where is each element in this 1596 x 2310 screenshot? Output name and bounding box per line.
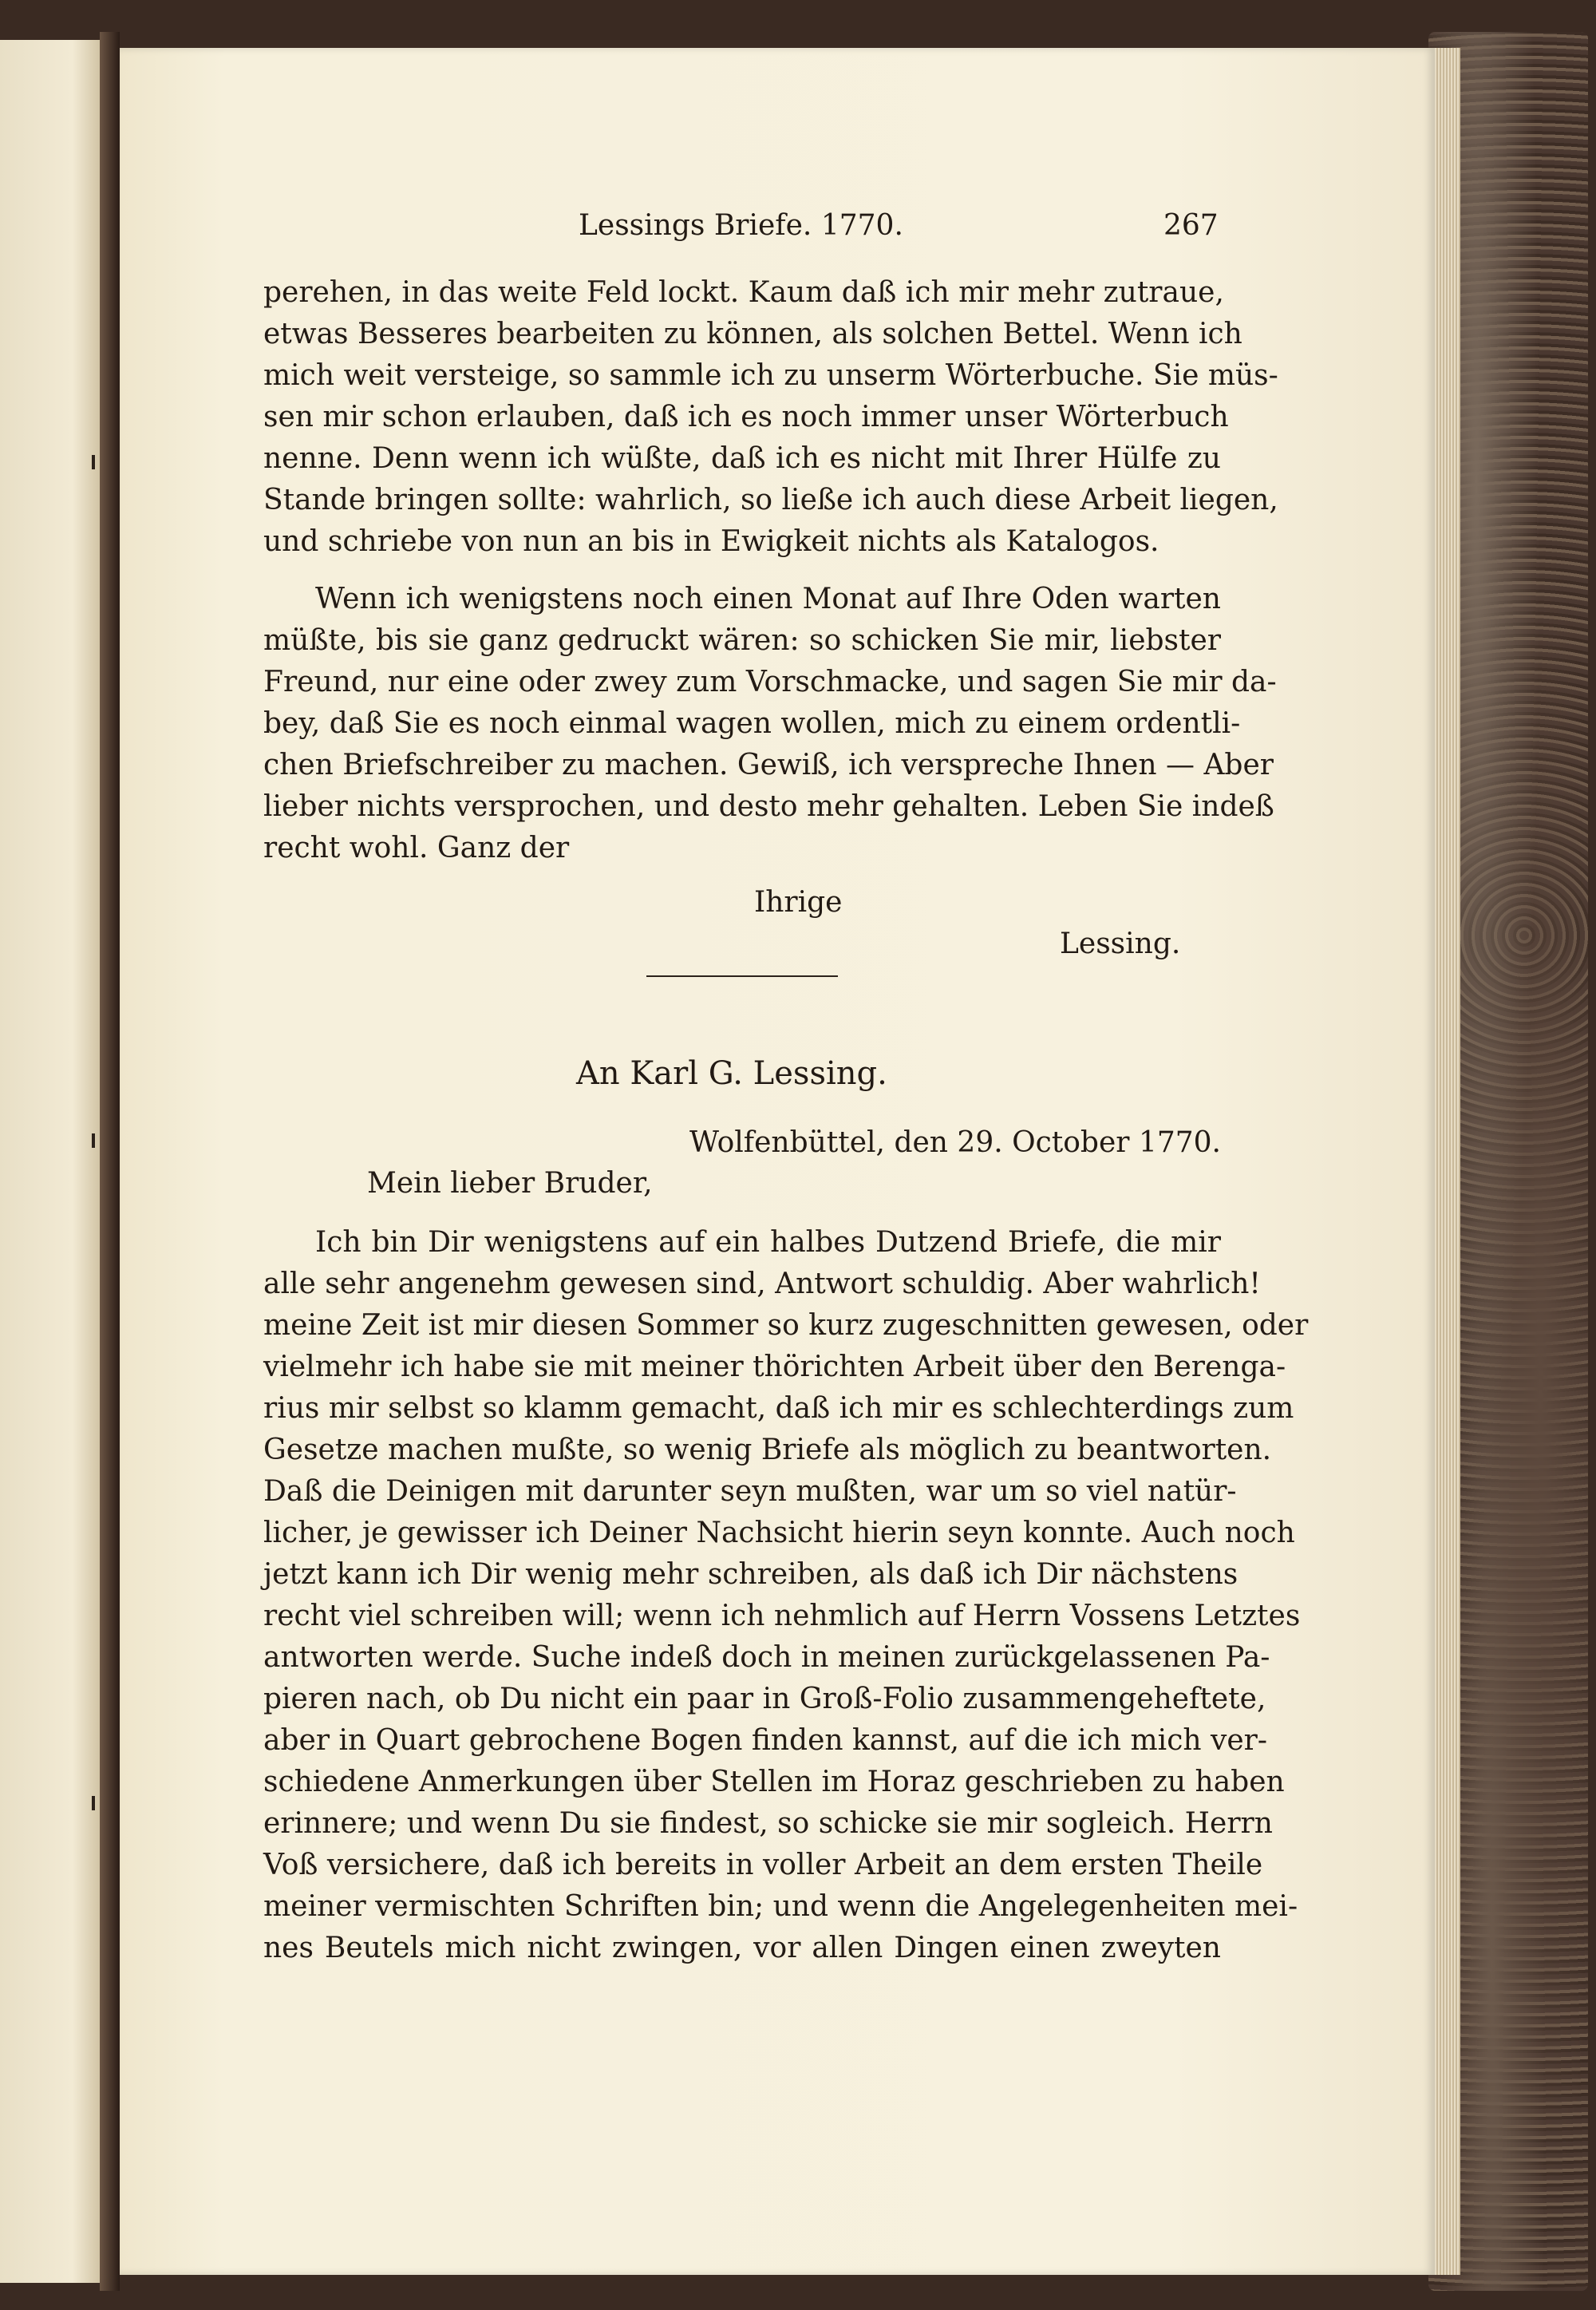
gutter <box>100 32 120 2291</box>
text-line: chen Briefschreiber zu machen. Gewiß, ich verspreche Ihnen — Aber <box>263 749 1274 781</box>
text-line: etwas Besseres bearbeiten zu können, als solchen Bettel. Wenn ich <box>263 318 1242 350</box>
text-line: meiner vermischten Schriften bin; und wenn die Angelegenheiten mei- <box>263 1890 1298 1923</box>
text-line: müßte, bis sie ganz gedruckt wären: so schicken Sie mir, liebster <box>263 624 1221 657</box>
text-line: jetzt kann ich Dir wenig mehr schreiben, als daß ich Dir nächstens <box>263 1558 1238 1591</box>
margin-mark <box>92 455 95 469</box>
text-line: lieber nichts versprochen, und desto mehr gehalten. Leben Sie indeß <box>263 790 1274 823</box>
text-line: Wenn ich wenigstens noch einen Monat auf Ihre Oden warten <box>315 583 1221 615</box>
text-line: recht viel schreiben will; wenn ich nehmlich auf Herrn Vossens Letztes <box>263 1600 1301 1632</box>
text-line: und schriebe von nun an bis in Ewigkeit nichts als Katalogos. <box>263 525 1159 558</box>
text-line: mich weit versteige, so sammle ich zu unserm Wörterbuche. Sie müs- <box>263 359 1278 392</box>
text-line: licher, je gewisser ich Deiner Nachsicht hierin seyn konnte. Auch noch <box>263 1517 1295 1549</box>
section-rule <box>646 975 838 977</box>
text-line: schiedene Anmerkungen über Stellen im Horaz geschrieben zu haben <box>263 1766 1285 1798</box>
running-title: Lessings Briefe. 1770. <box>579 209 903 242</box>
text-line: vielmehr ich habe sie mit meiner thörichten Arbeit über den Berenga- <box>263 1351 1286 1383</box>
text-line: pieren nach, ob Du nicht ein paar in Groß-Folio zusammengeheftete, <box>263 1683 1266 1715</box>
text-line: Gesetze machen mußte, so wenig Briefe als möglich zu beantworten. <box>263 1434 1272 1466</box>
text-line: Daß die Deinigen mit darunter seyn mußten, war um so viel natür- <box>263 1475 1237 1508</box>
place-date: Wolfenbüttel, den 29. October 1770. <box>689 1126 1221 1159</box>
text-line: rius mir selbst so klamm gemacht, daß ich mir es schlechterdings zum <box>263 1392 1294 1425</box>
closing-phrase: Ihrige <box>754 886 843 919</box>
text-line: Ich bin Dir wenigstens auf ein halbes Dutzend Briefe, die mir <box>315 1226 1221 1259</box>
letter-heading: An Karl G. Lessing. <box>576 1055 887 1092</box>
text-line: erinnere; und wenn Du sie findest, so schicke sie mir sogleich. Herrn <box>263 1807 1273 1840</box>
text-line: nes Beutels mich nicht zwingen, vor allen Dingen einen zweyten <box>263 1932 1221 1964</box>
page-number: 267 <box>1163 209 1219 242</box>
facing-page <box>0 40 104 2283</box>
text-line: bey, daß Sie es noch einmal wagen wollen, mich zu einem ordentli- <box>263 707 1241 740</box>
text-line: Stande bringen sollte: wahrlich, so ließe ich auch diese Arbeit liegen, <box>263 484 1278 516</box>
margin-mark <box>92 1133 95 1148</box>
text-line: aber in Quart gebrochene Bogen finden kannst, auf die ich mich ver- <box>263 1724 1267 1757</box>
text-line: alle sehr angenehm gewesen sind, Antwort schuldig. Aber wahrlich! <box>263 1268 1261 1300</box>
text-line: perehen, in das weite Feld lockt. Kaum daß ich mir mehr zutraue, <box>263 276 1224 309</box>
text-line: recht wohl. Ganz der <box>263 832 570 864</box>
text-line: sen mir schon erlauben, daß ich es noch immer unser Wörterbuch <box>263 401 1229 433</box>
salutation: Mein lieber Bruder, <box>367 1167 653 1200</box>
text-line: antworten werde. Suche indeß doch in meinen zurückgelassenen Pa- <box>263 1641 1270 1674</box>
signature: Lessing. <box>1060 928 1181 960</box>
text-line: Freund, nur eine oder zwey zum Vorschmacke, und sagen Sie mir da- <box>263 666 1277 698</box>
text-line: meine Zeit ist mir diesen Sommer so kurz zugeschnitten gewesen, oder <box>263 1309 1309 1342</box>
text-line: Voß versichere, daß ich bereits in voller Arbeit an dem ersten Theile <box>263 1849 1263 1881</box>
margin-mark <box>92 1796 95 1810</box>
text-line: nenne. Denn wenn ich wüßte, daß ich es nicht mit Ihrer Hülfe zu <box>263 442 1221 475</box>
